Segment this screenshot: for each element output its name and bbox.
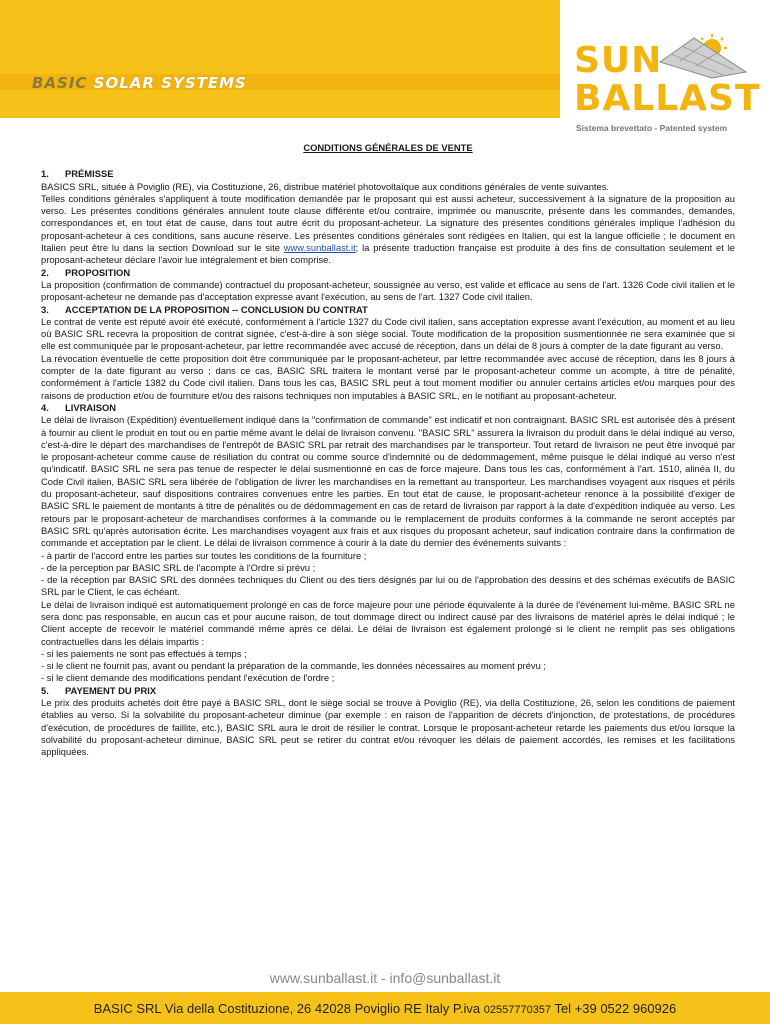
footer-address [0,1001,770,1016]
section-heading-2 [41,267,735,279]
solar-panel-icon [650,32,750,80]
logo-tagline: Sistema brevettato - Patented system [576,123,728,133]
section-number: 1. [41,168,49,180]
section-title: PROPOSITION [65,266,131,278]
paragraph: La proposition (confirmation de commande) contractuel du proposant-acheteur, soussignée au verso, est valide et efficace au sens de l'art. 1326 Code civil italien et le proposant-acheteur ne demande pas d'acceptation expresse avant l'exécution, au sens de l'art. 1327 Code civil italien. [41,278,735,303]
header-band [0,0,560,118]
sunballast-logo [568,30,761,140]
paragraph: BASICS SRL, située à Poviglio (RE), via Costituzione, 26, distribue matériel photovoltaïque aux conditions générales de vente suivantes. [41,180,610,192]
document-body [41,142,735,759]
section-heading-5 [41,685,735,697]
paragraph-text: ; la présente traduction française est produite à des fins de consultation seulement et le proposant-acheteur déclare l'avoir lue intégralement et bien comprise. [41,242,735,266]
brand-solar-systems: SOLAR SYSTEMS [93,74,247,92]
section-number: 5. [41,684,49,696]
section-heading-4 [41,402,735,414]
logo-ballast: BALLAST [574,78,761,119]
sunballast-link[interactable]: www.sunballast.it [283,242,356,254]
paragraph: La révocation éventuelle de cette proposition doit être communiquée par le proposant-acheteur, par lettre recommandée avec accusé de réception, dans les 8 jours à compter de la date figurant au verso ; dans ce cas, BASIC SRL traitera le montant versé par le proposant-acheteur comme un acompte, à titre de pénalité, conformément à l'article 1382 du Code civil italien. Dans tous les cas, BASIC SRL peut à tout moment modifier ou annuler certains articles et/ou marques pour des raisons de production et/ou de fourniture et/ou des raisons techniques non imputables à BASIC SRL, en le notifiant au proposant-acheteur. [41,352,735,401]
section-number: 4. [41,401,49,413]
bullet-item: - si les paiements ne sont pas effectués à temps ; [41,647,247,659]
section-heading-1 [41,168,735,180]
bullet-item: - si le client ne fournit pas, avant ou pendant la préparation de la commande, les données nécessaires au moment prévu ; [41,660,546,672]
document-title: CONDITIONS GÉNÉRALES DE VENTE [303,142,473,153]
section-title: LIVRAISON [65,401,117,413]
bullet-item: - à partir de l'accord entre les parties sur toutes les conditions de la fourniture ; [41,549,367,561]
section-number: 2. [41,266,49,278]
brand-basic: BASIC [32,74,88,92]
paragraph: Le contrat de vente est réputé avoir été exécuté, conformément à l'article 1327 du Code civil italien, sans acceptation expresse avant l'exécution, au moment et au lieu où BASIC SRL recevra la proposition de contrat signée, c'est-à-dire à son siège social. Toute modification de la proposition susmentionnée ne sera examinée que si elle est communiquée par le proposant-acheteur, par lettre recommandée avec accusé de réception, dans un délai de 8 jours à compter de la date figurant au verso. [41,315,735,352]
section-title: ACCEPTATION DE LA PROPOSITION -- CONCLUSION DU CONTRAT [65,303,368,315]
bullet-item: - de la réception par BASIC SRL des données techniques du Client ou des tiers désignés par lui ou de l'approbation des dessins et des schémas exécutifs de BASIC SRL par le Client, le cas échéant. [41,574,735,598]
logo-sun: SUN [574,40,663,81]
bullet-item: - de la perception par BASIC SRL de l'acompte à l'Ordre si prévu ; [41,561,316,573]
paragraph: Le délai de livraison indiqué est automatiquement prolongé en cas de force majeure pour une période équivalente à la durée de l'événement lui-même. BASIC SRL ne sera donc pas responsable, en aucun cas et pour aucune raison, de tout dommage direct ou indirect causé par des livraisons de matériel après le délai indiqué ; le Client accepte de recevoir le matériel commandé même après ce délai. Le délai de livraison est également prolongé si le client ne remplit pas ses obligations contractuelles dans les délais impartis : [41,598,735,647]
section-heading-3 [41,304,735,316]
paragraph: Le prix des produits achetés doit être payé à BASIC SRL, dont le siège social se trouve à Poviglio (RE), via della Costituzione, 26, selon les conditions de paiement établies au verso. Si la solvabilité du proposant-acheteur diminue (par exemple : en raison de l'apparition de décrets d'injonction, de protestations, de procédures d'exécution, de procédures de faillite, etc.), BASIC SRL aura le droit de résilier le contrat. Lorsque le proposant-acheteur retarde les paiements dus et/ou lorsque la solvabilité du proposant-acheteur diminue, BASIC SRL peut se retirer du contrat et/ou révoquer les délais de paiement accordés, les remises et les facilitations appliquées. [41,697,735,758]
paragraph-text: Telles conditions générales s'appliquent à toute modification demandée par le proposant qui est aussi acheteur, successivement à la signature de la proposition au verso. Les présentes conditions générales annulent toute clause différente et/ou contraire, imprimée ou manuscrite, présente dans les commandes, demandes, correspondances et, en tout état de cause, dans tout autre écrit du proposant-acheteur. La signature des présentes conditions générales implique l'adhésion du proposant-acheteur à ces conditions, sans aucune réserve. Les présentes conditions générales sont rédigées en Italien, qui est la langue officielle ; le document en Italien peut être lu dans la section Download sur le site [41,192,735,254]
footer-piva: 02557770357 [483,1004,552,1016]
footer-address-text: BASIC SRL Via della Costituzione, 26 42028 Poviglio RE Italy P.iva [93,1001,481,1016]
brand-logo-text [32,74,247,92]
paragraph: Le délai de livraison (Expédition) éventuellement indiqué dans la "confirmation de commande" est indicatif et non contraignant. BASIC SRL est autorisée dès à présent à fournir au client le produit en tout ou en partie même avant le délai de livraison convenu. "BASIC SRL" assurera la livraison du produit dans le délai indiqué au verso, c'est-à-dire le départ des marchandises de l'entrepôt de BASIC SRL par retrait des marchandises par le transporteur. Tout retard de livraison ne peut être invoqué par le proposant-acheteur comme cause de résiliation du contrat ou comme source d'indemnité ou de dédommagement, même puisque le délai indiqué au verso n'est qu'indicatif. BASIC SRL ne sera pas tenue de respecter le délai susmentionné en cas de force majeure. Dans tous les cas, conformément à l'art. 1510, alinéa II, du Code Civil italien, BASIC SRL sera libérée de l'obligation de livrer les marchandises en la remettant au transporteur. Les marchandises voyagent aux risques et périls du proposant-acheteur, sauf dispositions contraires convenues entre les parties. En tout état de cause, le proposant-acheteur renonce à la possibilité d'exiger de BASIC SRL le paiement de montants à titre de pénalités ou de dédommagement en cas de retard de livraison par rapport à la date d'expédition indiquée au verso. Les retours par le proposant-acheteur de marchandises conformes à la commande ou le remplacement de produits conformes à la commande ne seront acceptés par BASIC SRL qu'après autorisation écrite. Les marchandises voyagent aux frais et aux risques du proposant acheteur, sauf indication contraire dans la confirmation de commande et acceptation par le client. Le délai de livraison commence à courir à la date du dernier des événements suivants : [41,414,735,549]
section-title: PAYEMENT DU PRIX [65,684,157,696]
section-title: PRÉMISSE [65,168,114,180]
footer-phone: Tel +39 0522 960926 [554,1001,677,1016]
footer-web-contact: www.sunballast.it - info@sunballast.it [269,970,501,986]
bullet-item: - si le client demande des modifications pendant l'exécution de l'ordre ; [41,672,335,684]
paragraph [41,193,735,267]
section-number: 3. [41,303,49,315]
